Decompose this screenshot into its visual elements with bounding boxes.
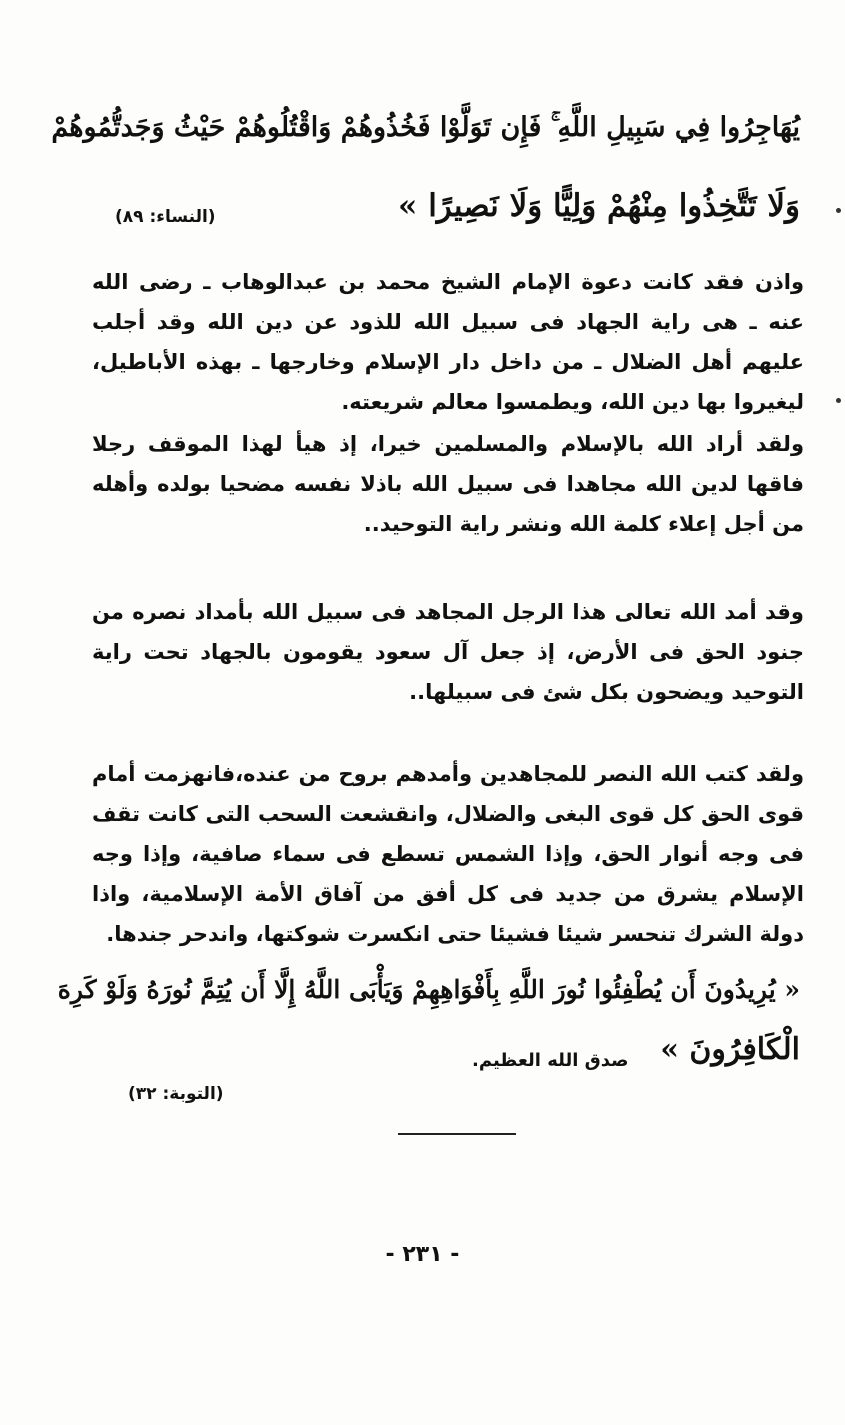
page-number: - ٢٣١ - bbox=[385, 1242, 460, 1267]
paragraph: واذن فقد كانت دعوة الإمام الشيخ محمد بن عبدالوهاب ـ رضى الله عنه ـ هى راية الجهاد فى سبيل الله للذود عن دين الله وقد أجلب عليهم أهل الضلال ـ من داخل دار الإسلام وخارجها ـ بهذه الأباطيل، ليغيروا بها دين الله، ويطمسوا معالم شريعته. bbox=[92, 270, 804, 414]
paragraph: ولقد أراد الله بالإسلام والمسلمين خيرا، إذ هيأ لهذا الموقف رجلا فاقها لدين الله مجاهدا فى سبيل الله باذلا نفسه مضحيا بولده وأهله من أجل إعلاء كلمة الله ونشر راية التوحيد.. bbox=[92, 432, 804, 536]
section-divider bbox=[398, 1133, 516, 1135]
quran-verse-line: يُهَاجِرُوا فِي سَبِيلِ اللَّهِ ۚ فَإِن تَوَلَّوْا فَخُذُوهُمْ وَاقْتُلُوهُمْ حَيْثُ وَجَدتُّمُوهُمْ bbox=[51, 112, 800, 143]
quran-verse-line: الْكَافِرُونَ » bbox=[660, 1032, 800, 1067]
margin-mark bbox=[836, 398, 841, 403]
quran-verse-line: « يُرِيدُونَ أَن يُطْفِئُوا نُورَ اللَّهِ بِأَفْوَاهِهِمْ وَيَأْبَى اللَّهُ إِلَّا أَن يُتِمَّ نُورَهُ وَلَوْ كَرِهَ bbox=[57, 975, 800, 1004]
verse-reference: (التوبة: ٣٢) bbox=[128, 1084, 224, 1104]
margin-mark bbox=[836, 208, 841, 213]
verse-reference: (النساء: ٨٩) bbox=[115, 207, 216, 227]
paragraph: ولقد كتب الله النصر للمجاهدين وأمدهم بروح من عنده،فانهزمت أمام قوى الحق كل قوى البغى والضلال، وانقشعت السحب التى كانت تقف فى وجه أنوار الحق، وإذا الشمس تسطع فى سماء صافية، وإذا وجه الإسلام يشرق من جديد فى كل أفق من آفاق الأمة الإسلامية، واذا دولة الشرك تنحسر شيئا فشيئا حتى انكسرت شوكتها، واندحر جندها. bbox=[92, 762, 804, 946]
paragraph: وقد أمد الله تعالى هذا الرجل المجاهد فى سبيل الله بأمداد نصره من جنود الحق فى الأرض، إذ جعل آل سعود يقومون بالجهاد تحت راية التوحيد ويضحون بكل شئ فى سبيلها.. bbox=[92, 600, 804, 704]
closing-phrase: صدق الله العظيم. bbox=[472, 1050, 629, 1071]
quran-verse-line: وَلَا تَتَّخِذُوا مِنْهُمْ وَلِيًّا وَلَا نَصِيرًا » bbox=[398, 188, 800, 224]
